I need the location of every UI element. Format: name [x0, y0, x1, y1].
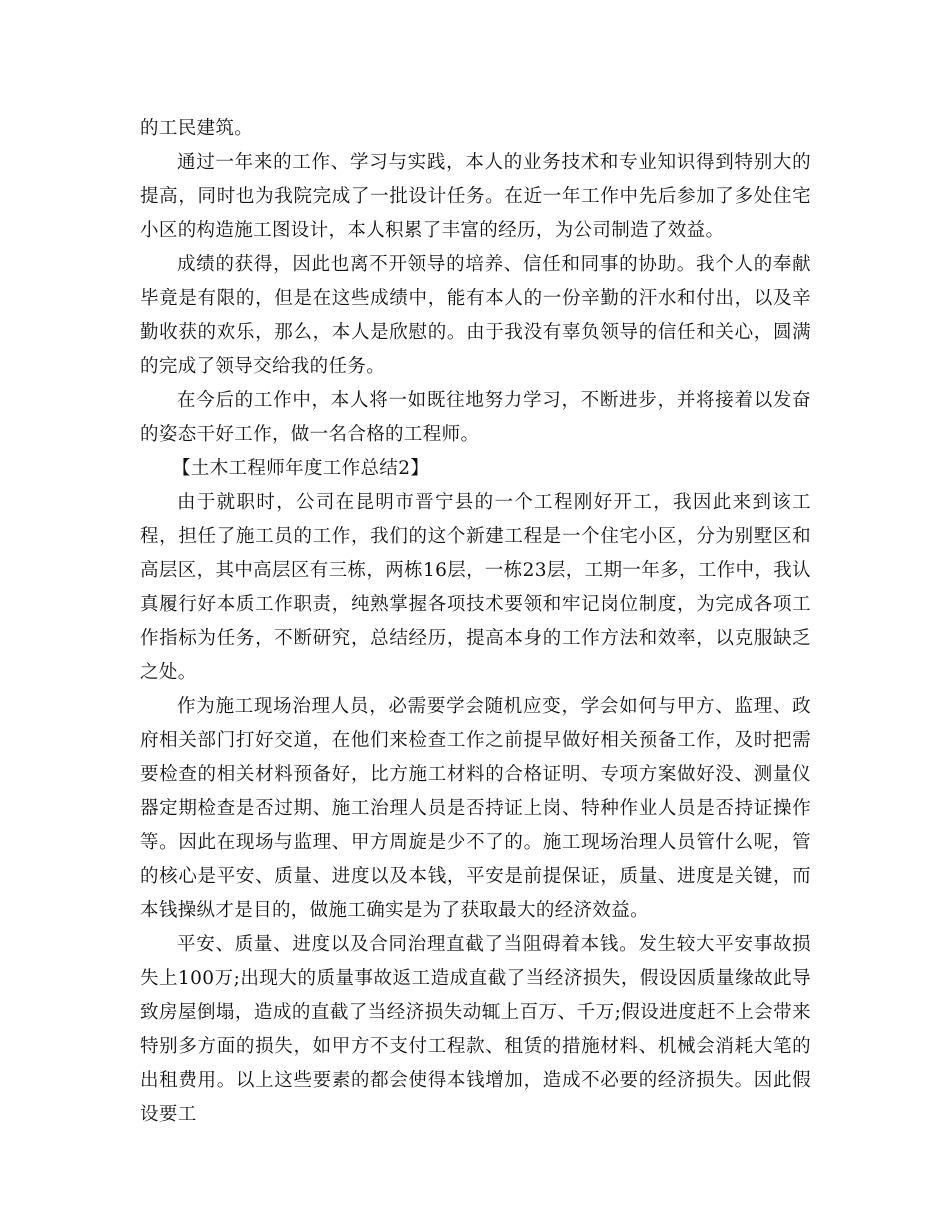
paragraph-work-progress: 通过一年来的工作、学习与实践，本人的业务技术和专业知识得到特别大的提高，同时也为我院完成了一批设计任务。在近一年工作中先后参加了多处住宅小区的构造施工图设计，本人积累了丰富的经历，为公司制造了效益。 — [140, 152, 811, 241]
paragraph-achievements: 成绩的获得，因此也离不开领导的培养、信任和同事的协助。我个人的奉献毕竟是有限的，但是在这些成绩中，能有本人的一份辛勤的汗水和付出，以及辛勤收获的欢乐，那么，本人是欣慰的。由于我没有辜负领导的信任和关心，圆满的完成了领导交给我的任务。 — [140, 254, 811, 377]
paragraph-continuation: 的工民建筑。 — [140, 118, 254, 139]
section-heading: 【土木工程师年度工作总结2】 — [172, 458, 430, 479]
paragraph-site-management: 作为施工现场治理人员，必需要学会随机应变，学会如何与甲方、监理、政府相关部门打好交道，在他们来检查工作之前提早做好相关预备工作，及时把需要检查的相关材料预备好，比方施工材料的合格证明、专项方案做好没、测量仪器定期检查是否过期、施工治理人员是否持证上岗、特种作业人员是否持证操作等。因此在现场与监理、甲方周旋是少不了的。施工现场治理人员管什么呢，管的核心是平安、质量、进度以及本钱，平安是前提保证，质量、进度是关键，而本钱操纵才是目的，做施工确实是为了获取最大的经济效益。 — [140, 696, 811, 921]
paragraph-future-plans: 在今后的工作中，本人将一如既往地努力学习，不断进步，并将接着以发奋的姿态干好工作，做一名合格的工程师。 — [140, 390, 811, 445]
paragraph-job-duties: 由于就职时，公司在昆明市晋宁县的一个工程刚好开工，我因此来到该工程，担任了施工员的工作，我们的这个新建工程是一个住宅小区，分为别墅区和高层区，其中高层区有三栋，两栋16层，一栋23层，工期一年多，工作中，我认真履行好本质工作职责，纯熟掌握各项技术要领和牢记岗位制度，为完成各项工作指标为任务，不断研究，总结经历，提高本身的工作方法和效率，以克服缺乏之处。 — [140, 492, 811, 683]
paragraph-cost-factors: 平安、质量、进度以及合同治理直截了当阻碍着本钱。发生较大平安事故损失上100万;出现大的质量事故返工造成直截了当经济损失，假设因质量缘故此导致房屋倒塌，造成的直截了当经济损失动辄上百万、千万;假设进度赶不上会带来特别多方面的损失，如甲方不支付工程款、租赁的措施材料、机械会消耗大笔的出租费用。以上这些要素的都会使得本钱增加，造成不必要的经济损失。因此假设要工 — [140, 934, 811, 1125]
